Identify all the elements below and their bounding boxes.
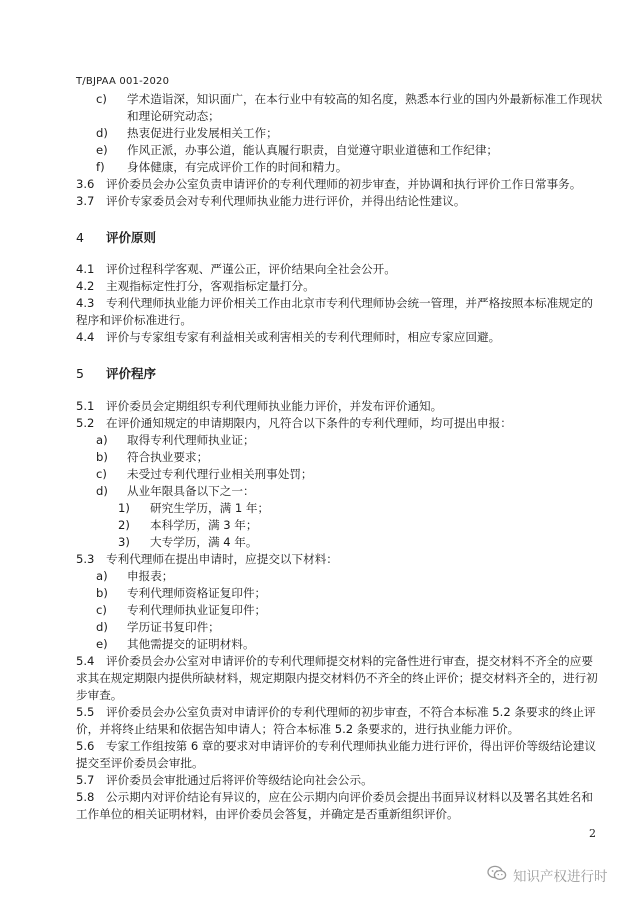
sub-list-item: 1) 研究生学历，满 1 年； (118, 501, 270, 515)
watermark (487, 864, 608, 886)
clause-5-5: 5.5 评价委员会办公室负责对申请评价的专利代理师的初步审查，不符合本标准 5.2 条要求的终止评 (76, 705, 596, 719)
list-item: d) 学历证书复印件； (96, 620, 220, 634)
list-item: f) 身体健康，有完成评价工作的时间和精力。 (96, 160, 348, 174)
clause-5-8-continuation: 工作单位的相关证明材料，由评价委员会答复，并确定是否重新组织评价。 (76, 807, 459, 821)
list-item: c) 未受过专利代理行业相关刑事处罚； (96, 467, 313, 481)
list-item: d) 从业年限具备以下之一： (96, 484, 255, 498)
clause-5-3: 5.3 专利代理师在提出申请时，应提交以下材料： (76, 552, 338, 566)
clause-4-3: 4.3 专利代理师执业能力评价相关工作由北京市专利代理师协会统一管理，并严格按照本标准规定的 (76, 296, 593, 310)
sub-list-item: 3) 大专学历，满 4 年。 (118, 535, 258, 549)
section-heading-4: 4 评价原则 (76, 230, 157, 245)
clause-5-7: 5.7 评价委员会审批通过后将评价等级结论向社会公示。 (76, 773, 373, 787)
list-item: a) 申报表； (96, 569, 174, 583)
list-item: e) 作风正派，办事公道，能认真履行职责，自觉遵守职业道德和工作纪律； (96, 143, 499, 157)
standard-id: T/BJPAA 001-2020 (76, 76, 170, 87)
clause-3-7: 3.7 评价专家委员会对专利代理师执业能力进行评价，并得出结论性建议。 (76, 194, 466, 208)
sub-list-item: 2) 本科学历，满 3 年； (118, 518, 258, 532)
clause-5-2: 5.2 在评价通知规定的申请期限内，凡符合以下条件的专利代理师，均可提出申报： (76, 416, 512, 430)
clause-4-3-continuation: 程序和评价标准进行。 (76, 313, 192, 327)
clause-5-4-continuation: 求其在规定期限内提供所缺材料，规定期限内提交材料仍不齐全的终止评价；提交材料齐全的，进行初 (76, 671, 598, 685)
clause-3-6: 3.6 评价委员会办公室负责申请评价的专利代理师的初步审查，并协调和执行评价工作日常事务。 (76, 177, 582, 191)
clause-4-4: 4.4 评价与专家组专家有利益相关或利害相关的专利代理师时，相应专家应回避。 (76, 330, 501, 344)
list-item: b) 符合执业要求； (96, 450, 209, 464)
clause-5-4: 5.4 评价委员会办公室对申请评价的专利代理师提交材料的完备性进行审查，提交材料不齐全的应要 (76, 654, 593, 668)
list-item: c) 学术造诣深，知识面广，在本行业中有较高的知名度，熟悉本行业的国内外最新标准工作现状 (96, 92, 603, 106)
clause-5-6-continuation: 提交至评价委员会审批。 (76, 756, 204, 770)
wechat-icon (487, 865, 513, 886)
watermark-text: 知识产权进行时 (513, 869, 608, 885)
clause-5-5-continuation: 价，并将终止结果和依据告知申请人；符合本标准 5.2 条要求的，进行执业能力评价。 (76, 722, 520, 736)
page-number: 2 (589, 827, 596, 840)
section-heading-5: 5 评价程序 (76, 366, 157, 381)
clause-4-2: 4.2 主观指标定性打分，客观指标定量打分。 (76, 279, 315, 293)
clause-5-1: 5.1 评价委员会定期组织专利代理师执业能力评价，并发布评价通知。 (76, 399, 443, 413)
list-item: d) 热衷促进行业发展相关工作； (96, 126, 278, 140)
list-item: e) 其他需提交的证明材料。 (96, 637, 255, 651)
clause-4-1: 4.1 评价过程科学客观、严谨公正，评价结果向全社会公开。 (76, 262, 396, 276)
list-item: c) 专利代理师执业证复印件； (96, 603, 267, 617)
clause-5-8: 5.8 公示期内对评价结论有异议的，应在公示期内向评价委员会提出书面异议材料以及署名其姓名和 (76, 790, 593, 804)
list-item: b) 专利代理师资格证复印件； (96, 586, 267, 600)
list-item-continuation: 和理论研究动态； (127, 109, 220, 123)
list-item: a) 取得专利代理师执业证； (96, 433, 255, 447)
clause-5-4-continuation: 步审查。 (76, 688, 123, 702)
clause-5-6: 5.6 专家工作组按第 6 章的要求对申请评价的专利代理师执业能力进行评价，得出评价等级结论建议 (76, 739, 597, 753)
